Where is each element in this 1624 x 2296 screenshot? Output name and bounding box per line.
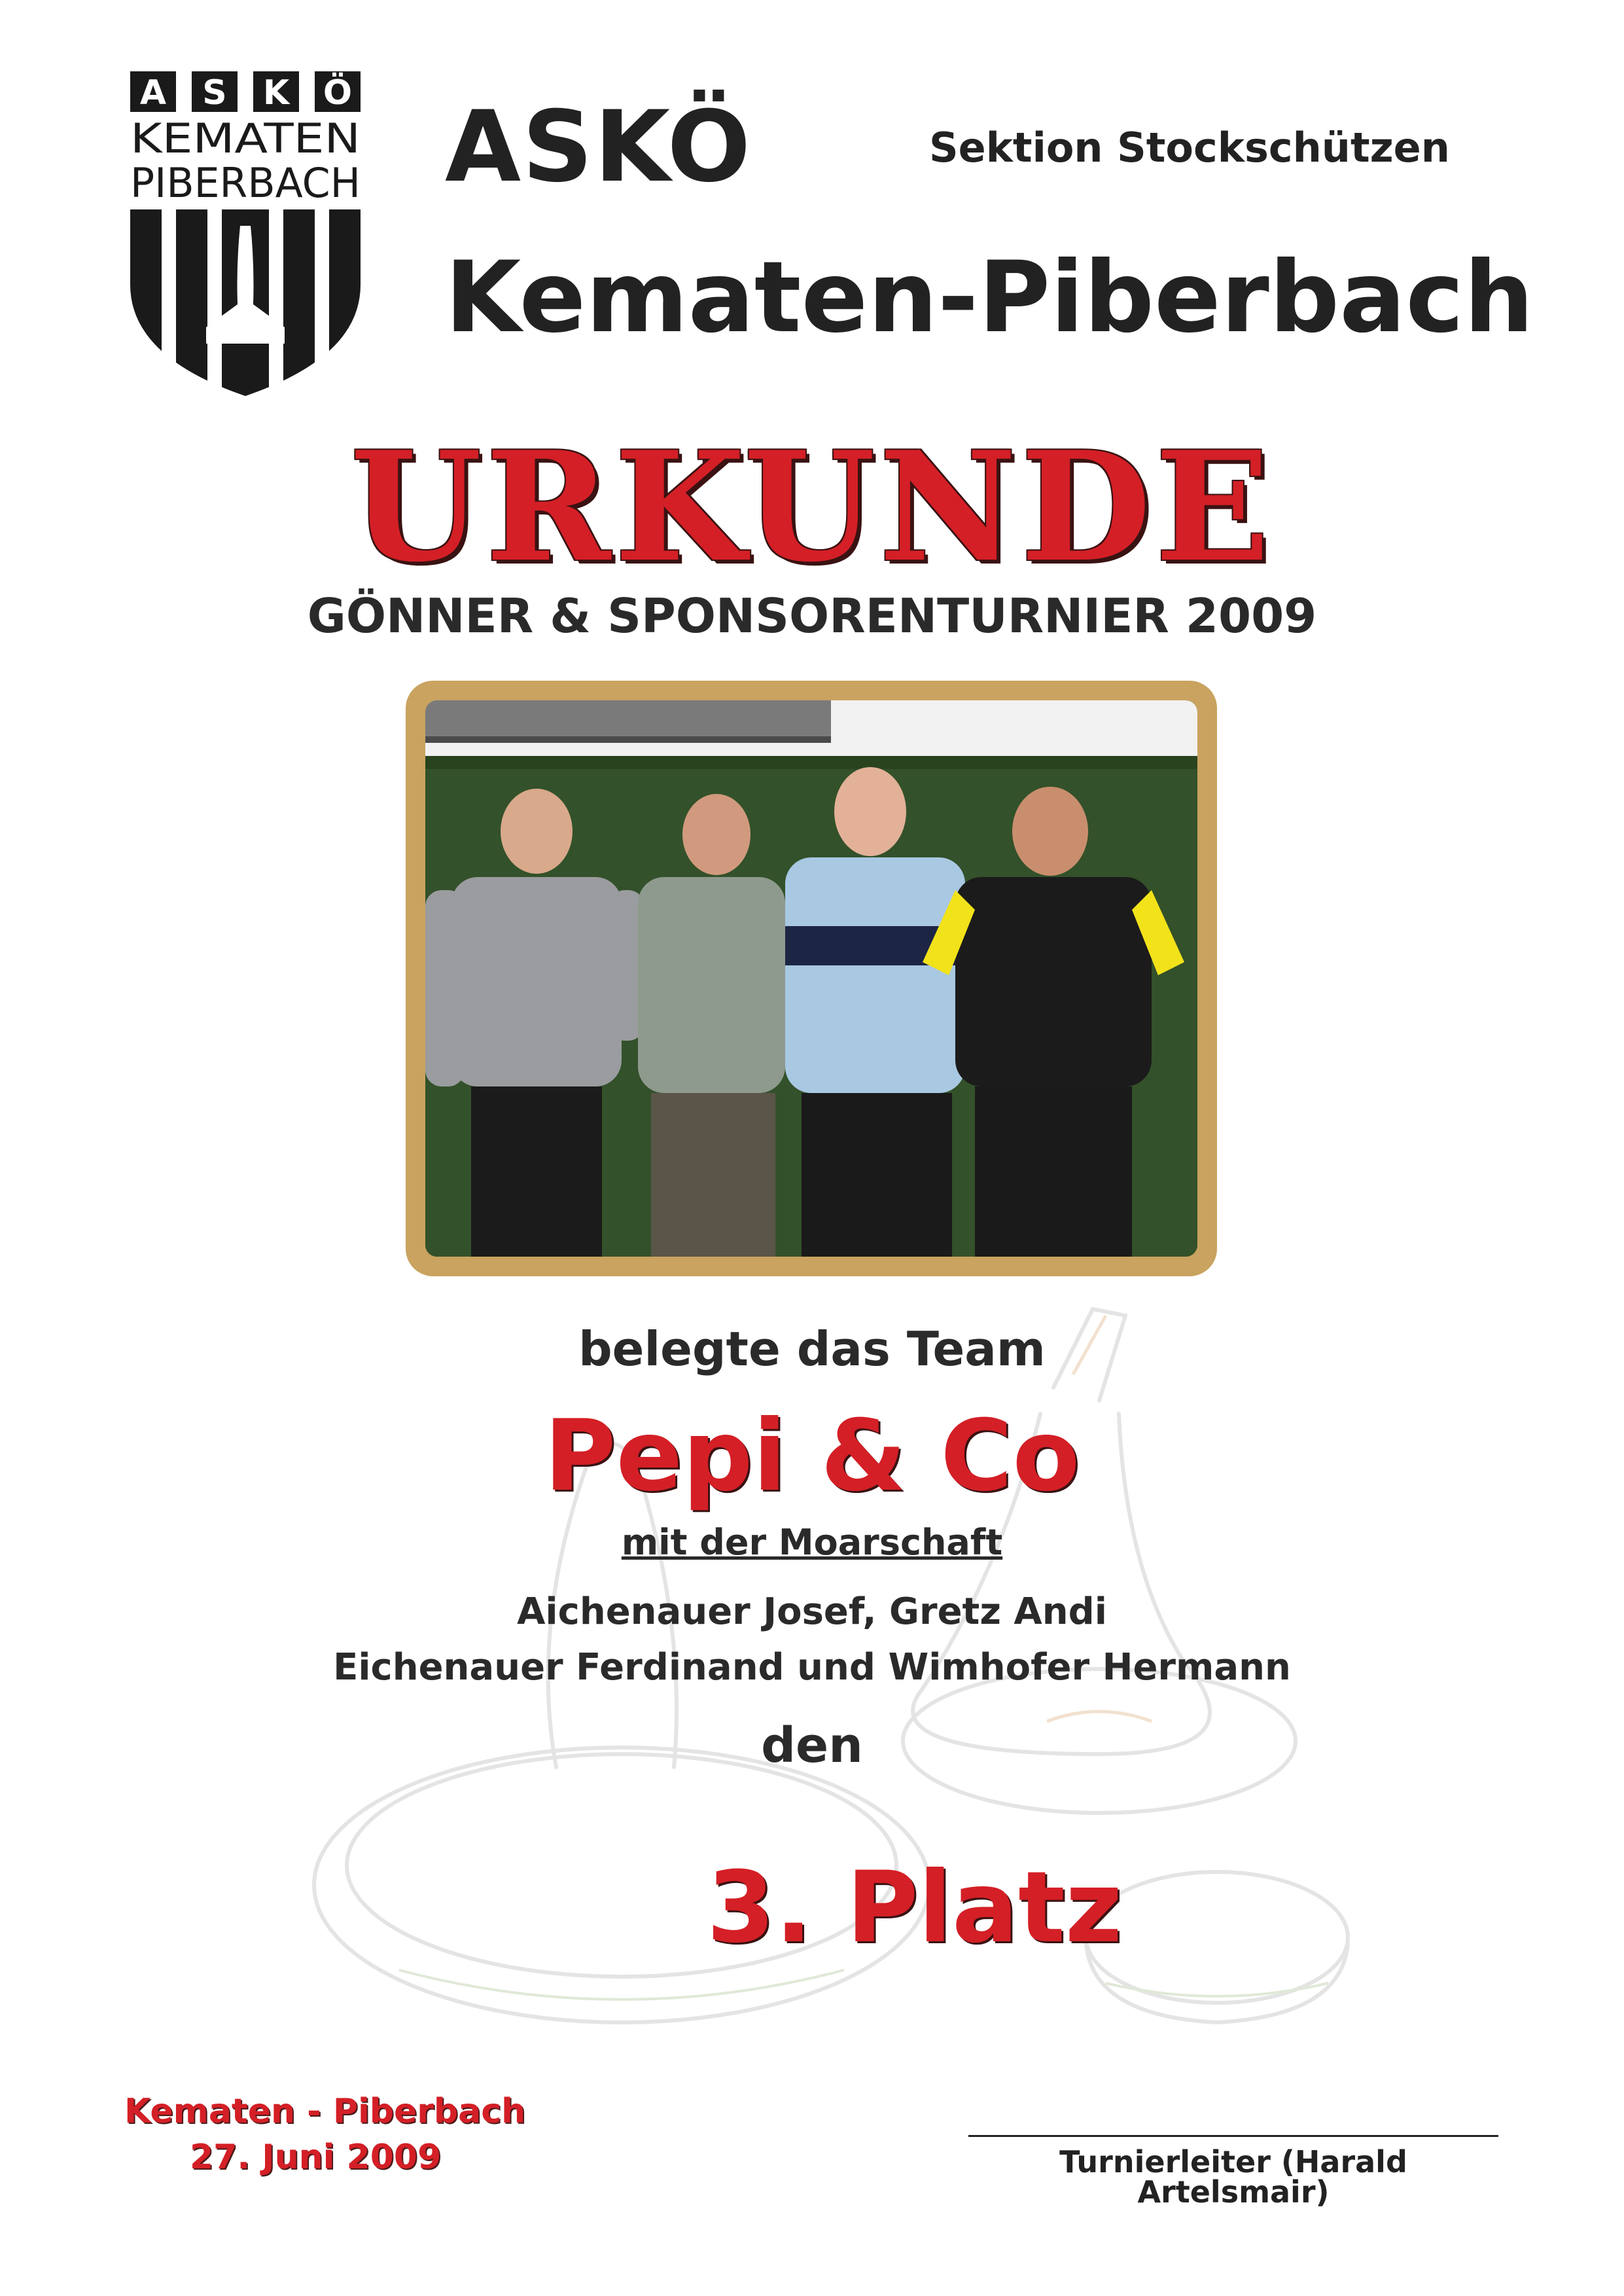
- club-place-name: Kematen-Piberbach: [445, 241, 1534, 355]
- team-photo: [425, 700, 1197, 1257]
- photo-frame: [406, 681, 1217, 1276]
- team-members-line-1: Aichenauer Josef, Gretz Andi: [517, 1590, 1107, 1633]
- footer-place: Kematen - Piberbach: [124, 2092, 526, 2131]
- section-name: Sektion Stockschützen: [929, 124, 1450, 171]
- certificate-title: URKUNDE: [350, 419, 1274, 596]
- footer-date: 27. Juni 2009: [190, 2138, 442, 2177]
- club-logo: [128, 69, 363, 399]
- club-short-name: ASKÖ: [445, 90, 752, 204]
- team-members-line-2: Eichenauer Ferdinand und Wimhofer Hermann: [333, 1646, 1291, 1689]
- team-name: Pepi & Co: [544, 1399, 1080, 1513]
- club-crest-icon: [128, 69, 363, 399]
- logo-letter-a: A: [139, 73, 167, 113]
- signature-label: Turnierleiter (Harald Artelsmair): [1059, 2144, 1407, 2210]
- signature-line: [968, 2135, 1498, 2137]
- event-name: GÖNNER & SPONSORENTURNIER 2009: [307, 588, 1317, 643]
- logo-line-piberbach: PIBERBACH: [130, 159, 361, 207]
- logo-line-kematen: KEMATEN: [130, 115, 361, 162]
- logo-letter-o: Ö: [323, 73, 353, 113]
- team-members-label: mit der Moarschaft: [621, 1522, 1003, 1563]
- team-photo-image: [425, 700, 1197, 1257]
- den-text: den: [761, 1717, 863, 1774]
- logo-letter-s: S: [202, 73, 227, 113]
- logo-letter-k: K: [262, 73, 290, 113]
- placement: 3. Platz: [707, 1851, 1123, 1965]
- intro-text: belegte das Team: [578, 1321, 1046, 1376]
